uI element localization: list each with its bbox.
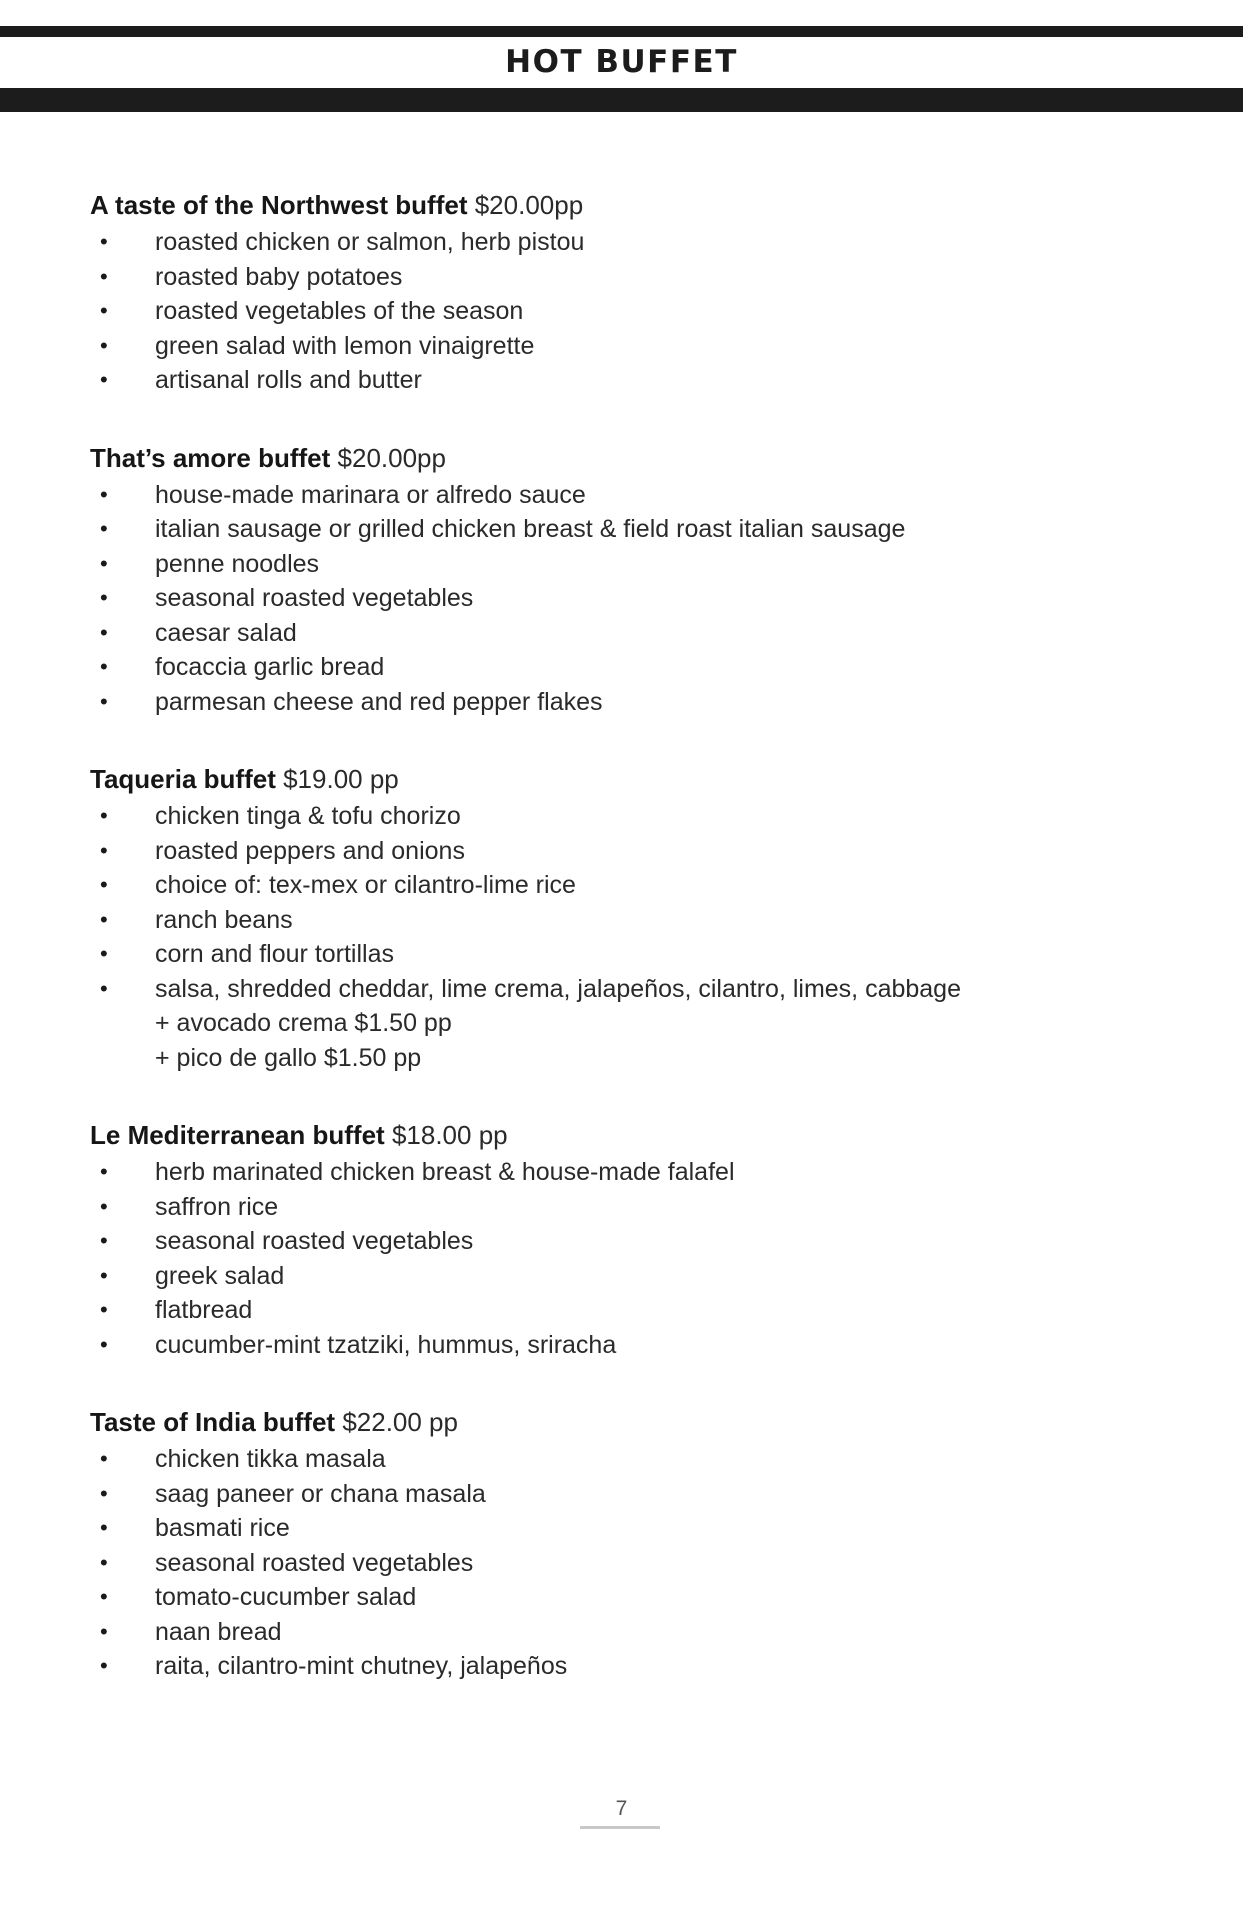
bullet-icon: •: [100, 906, 108, 932]
list-item: • green salad with lemon vinaigrette: [90, 329, 1170, 364]
bullet-icon: •: [100, 1446, 108, 1471]
header-bar-bottom: [0, 88, 1243, 112]
list-item: • herb marinated chicken breast & house-made falafel: [90, 1155, 1170, 1190]
list-item: • tomato-cucumber salad: [90, 1580, 1170, 1615]
list-item: • naan bread: [90, 1615, 1170, 1650]
section-name: Taqueria buffet: [90, 764, 276, 794]
list-item: • cucumber-mint tzatziki, hummus, sriracha: [90, 1328, 1170, 1363]
bullet-icon: •: [100, 803, 108, 828]
item-list: [90, 799, 1170, 1006]
addon-item: + avocado crema $1.50 pp: [155, 1009, 452, 1037]
page-number-underline: [580, 1826, 660, 1829]
bullet-icon: •: [100, 481, 108, 507]
list-item: • roasted baby potatoes: [90, 260, 1170, 295]
list-item: • greek salad: [90, 1259, 1170, 1294]
bullet-icon: •: [100, 516, 108, 541]
bullet-icon: •: [100, 1159, 108, 1184]
section-name: That’s amore buffet: [90, 442, 331, 473]
bullet-icon: •: [100, 872, 108, 897]
addon-item: + pico de gallo $1.50 pp: [155, 1043, 422, 1072]
section-price: $20.00pp: [337, 442, 446, 473]
section-price: $18.00 pp: [391, 1120, 508, 1150]
list-item: • penne noodles: [90, 547, 1170, 582]
section-name: Taste of India buffet: [90, 1407, 336, 1437]
item-list: [90, 225, 1170, 398]
list-item: • basmati rice: [90, 1511, 1170, 1546]
bullet-icon: •: [100, 975, 108, 1001]
list-item: • roasted peppers and onions: [90, 834, 1170, 869]
bullet-icon: •: [100, 1515, 108, 1540]
section-heading: [90, 438, 1170, 478]
bullet-icon: •: [100, 550, 108, 576]
bullet-icon: •: [100, 1480, 108, 1506]
bullet-icon: •: [100, 1584, 108, 1609]
section-heading: [90, 1115, 1170, 1155]
list-item: • seasonal roasted vegetables: [90, 581, 1170, 616]
bullet-icon: •: [100, 1193, 108, 1219]
buffet-section-mediterranean: [90, 1115, 1170, 1362]
page-number: 7: [615, 1797, 628, 1820]
bullet-icon: •: [100, 1653, 108, 1678]
item-list: [90, 1155, 1170, 1362]
list-item: • salsa, shredded cheddar, lime crema, jalapeños, cilantro, limes, cabbage: [90, 972, 1170, 1007]
list-item: • corn and flour tortillas: [90, 937, 1170, 972]
section-price: $19.00 pp: [283, 764, 399, 794]
list-item: • saag paneer or chana masala: [90, 1477, 1170, 1512]
bullet-icon: •: [100, 837, 108, 863]
section-name: Le Mediterranean buffet: [90, 1120, 385, 1150]
bullet-icon: •: [100, 1262, 108, 1288]
item-list: [90, 1442, 1170, 1684]
header-bar-top: [0, 26, 1243, 37]
buffet-section-amore: [90, 438, 1170, 720]
list-item: • italian sausage or grilled chicken breast & field roast italian sausage: [90, 512, 1170, 547]
bullet-icon: •: [100, 619, 108, 645]
list-item: • house-made marinara or alfredo sauce: [90, 478, 1170, 513]
bullet-icon: •: [100, 585, 108, 610]
bullet-icon: •: [100, 688, 108, 714]
bullet-icon: •: [100, 332, 108, 358]
buffet-section-northwest: [90, 185, 1170, 398]
list-item: • roasted chicken or salmon, herb pistou: [90, 225, 1170, 260]
bullet-icon: •: [100, 298, 108, 323]
bullet-icon: •: [100, 1549, 108, 1575]
section-heading: [90, 1402, 1170, 1442]
list-item: • flatbread: [90, 1293, 1170, 1328]
bullet-icon: •: [100, 263, 108, 289]
list-item: • choice of: tex-mex or cilantro-lime rice: [90, 868, 1170, 903]
section-heading: [90, 185, 1170, 225]
list-item: • chicken tinga & tofu chorizo: [90, 799, 1170, 834]
bullet-icon: •: [100, 1331, 108, 1357]
bullet-icon: •: [100, 1297, 108, 1322]
list-item: • seasonal roasted vegetables: [90, 1546, 1170, 1581]
bullet-icon: •: [100, 941, 108, 966]
list-item: • ranch beans: [90, 903, 1170, 938]
list-item: • chicken tikka masala: [90, 1442, 1170, 1477]
list-item: • parmesan cheese and red pepper flakes: [90, 685, 1170, 720]
list-item: • focaccia garlic bread: [90, 650, 1170, 685]
list-item: • roasted vegetables of the season: [90, 294, 1170, 329]
section-price: $22.00 pp: [342, 1407, 458, 1437]
buffet-section-taqueria: [90, 759, 1170, 1075]
list-item: • caesar salad: [90, 616, 1170, 651]
list-item: • raita, cilantro-mint chutney, jalapeños: [90, 1649, 1170, 1684]
section-heading: [90, 759, 1170, 799]
bullet-icon: •: [100, 1228, 108, 1253]
page-title: HOT BUFFET: [505, 44, 738, 80]
list-item: • saffron rice: [90, 1190, 1170, 1225]
section-price: $20.00pp: [474, 190, 584, 220]
buffet-section-india: [90, 1402, 1170, 1684]
menu-content: [90, 185, 1170, 1724]
bullet-icon: •: [100, 367, 108, 392]
bullet-icon: •: [100, 229, 108, 254]
item-list: [90, 478, 1170, 720]
section-name: A taste of the Northwest buffet: [90, 190, 468, 220]
list-item: • artisanal rolls and butter: [90, 363, 1170, 398]
bullet-icon: •: [100, 654, 108, 679]
bullet-icon: •: [100, 1618, 108, 1644]
list-item: • seasonal roasted vegetables: [90, 1224, 1170, 1259]
